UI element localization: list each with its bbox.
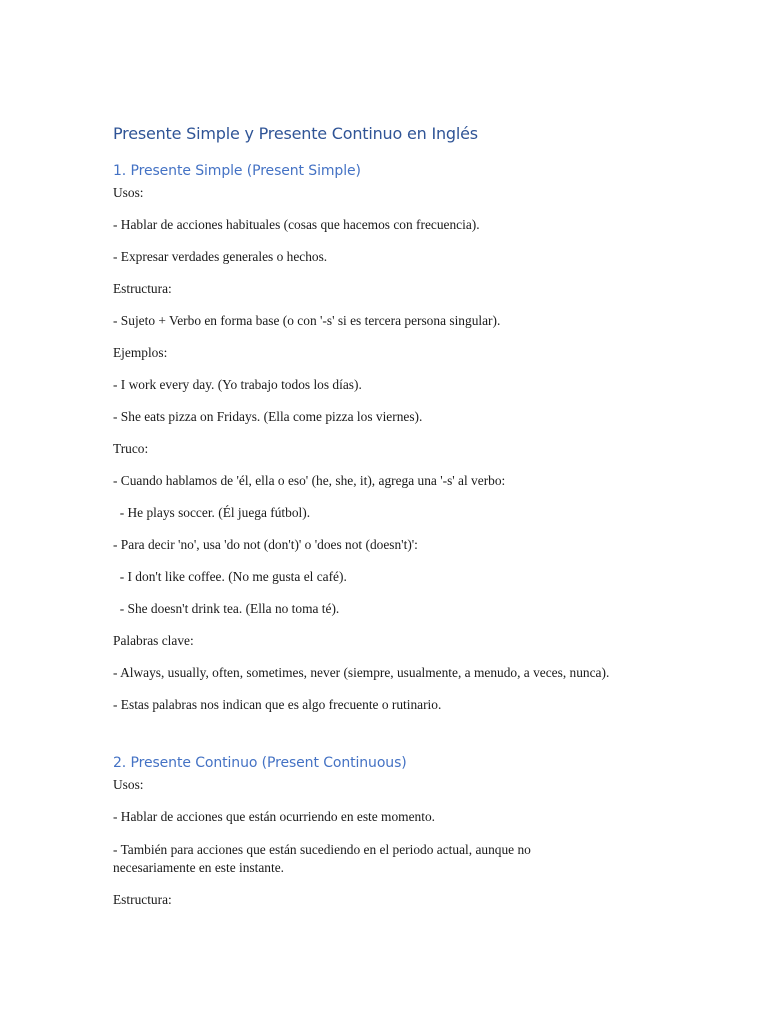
paragraph-line: - También para acciones que están sucediendo en el periodo actual, aunque no: [113, 842, 531, 857]
paragraph-line: - Para decir 'no', usa 'do not (don't)' o 'does not (doesn't)':: [113, 537, 418, 552]
paragraph-line: - I don't like coffee. (No me gusta el café).: [113, 569, 347, 584]
section-heading-present-continuous: 2. Presente Continuo (Present Continuous): [113, 755, 407, 771]
paragraph-line: - Expresar verdades generales o hechos.: [113, 249, 328, 264]
paragraph-line: - Always, usually, often, sometimes, never (siempre, usualmente, a menudo, a veces, nunca).: [113, 665, 610, 680]
paragraph-line: Usos:: [113, 777, 144, 792]
paragraph-line: - Estas palabras nos indican que es algo frecuente o rutinario.: [113, 697, 442, 712]
paragraph-line: - I work every day. (Yo trabajo todos los días).: [113, 377, 362, 392]
paragraph-line: - Hablar de acciones habituales (cosas que hacemos con frecuencia).: [113, 217, 480, 232]
document-title: Presente Simple y Presente Continuo en Inglés: [113, 124, 478, 143]
paragraph-line: - She eats pizza on Fridays. (Ella come pizza los viernes).: [113, 409, 423, 424]
paragraph-line: Estructura:: [113, 281, 172, 296]
paragraph-line: Usos:: [113, 185, 144, 200]
paragraph-line: - Sujeto + Verbo en forma base (o con '-s' si es tercera persona singular).: [113, 313, 501, 328]
paragraph-line: - Cuando hablamos de 'él, ella o eso' (he, she, it), agrega una '-s' al verbo:: [113, 473, 506, 488]
paragraph-line: - Hablar de acciones que están ocurriendo en este momento.: [113, 809, 435, 824]
paragraph-line: Ejemplos:: [113, 345, 168, 360]
paragraph-line: necesariamente en este instante.: [113, 860, 285, 875]
paragraph-line: - She doesn't drink tea. (Ella no toma té).: [113, 601, 340, 616]
section-heading-present-simple: 1. Presente Simple (Present Simple): [113, 163, 361, 179]
paragraph-line: Estructura:: [113, 892, 172, 907]
paragraph-line: Truco:: [113, 441, 149, 456]
paragraph-line: - He plays soccer. (Él juega fútbol).: [113, 505, 311, 520]
paragraph-line: Palabras clave:: [113, 633, 194, 648]
